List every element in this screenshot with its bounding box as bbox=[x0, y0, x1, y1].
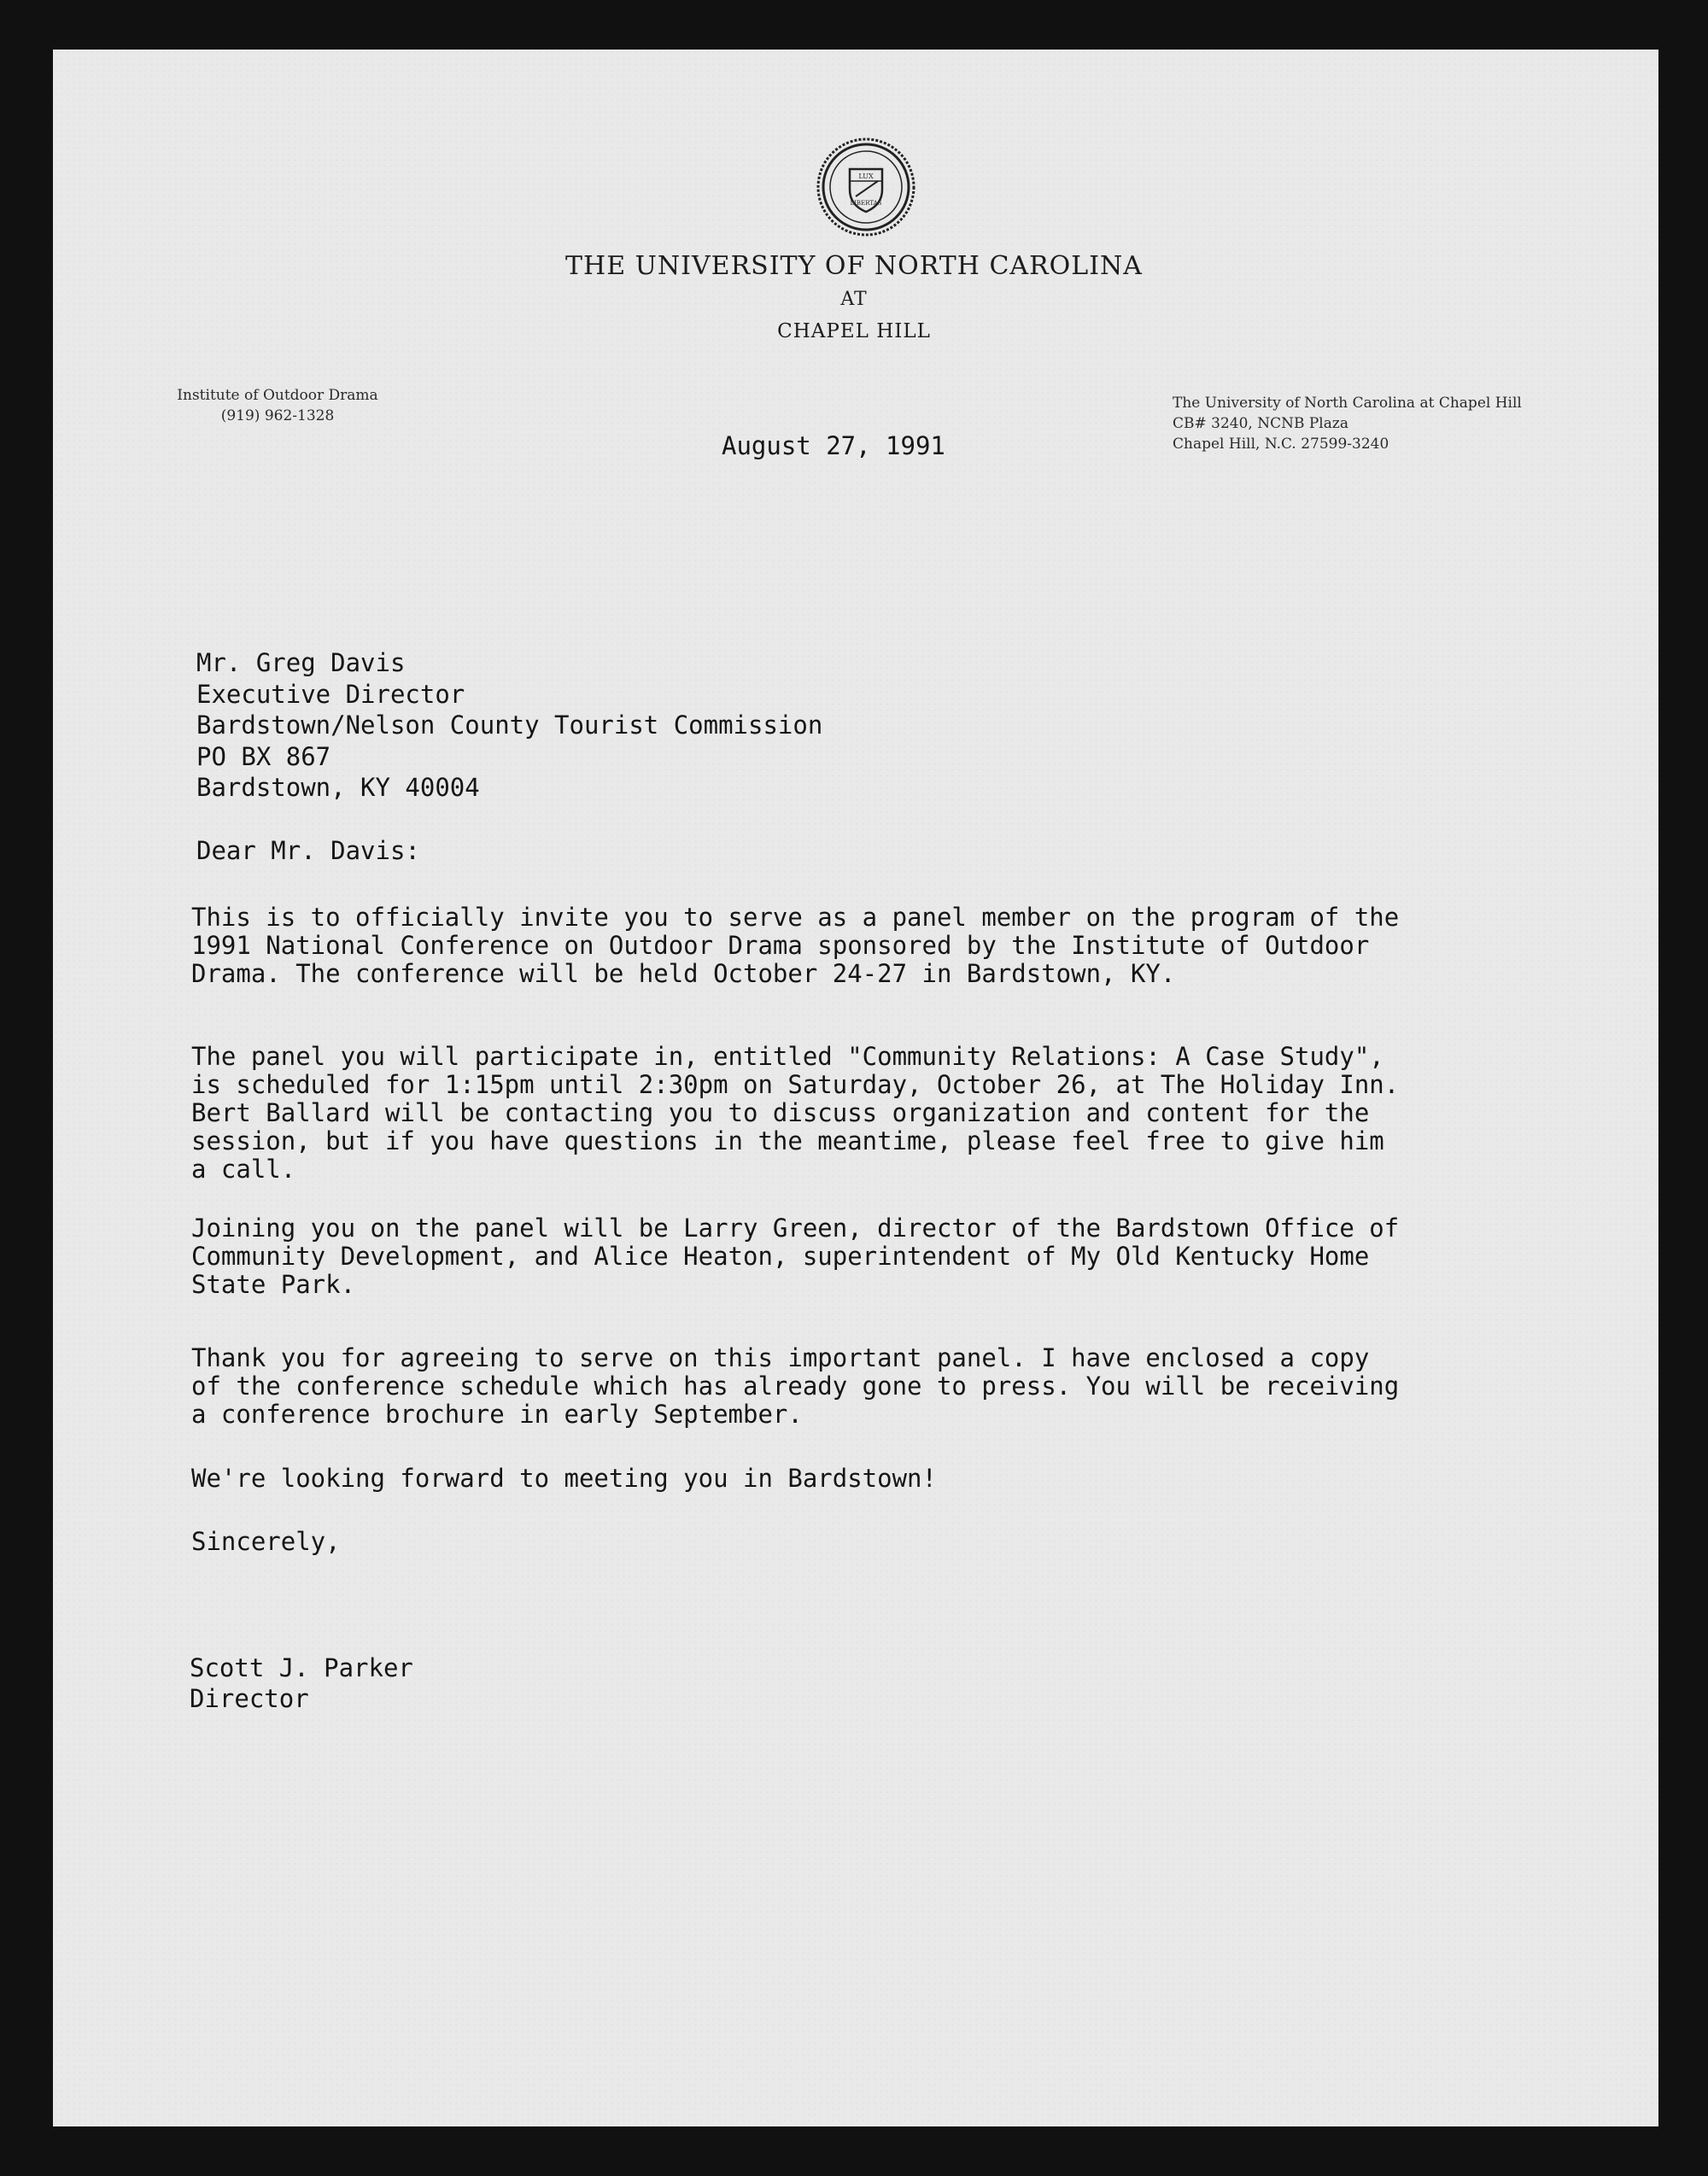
recipient-address bbox=[196, 647, 822, 804]
paragraph-line: We're looking forward to meeting you in Bardstown! bbox=[191, 1464, 937, 1493]
seal-motto-bottom: LIBERTAS bbox=[850, 200, 882, 207]
paragraph-line: a call. bbox=[191, 1155, 296, 1184]
letterhead-at: AT bbox=[840, 289, 868, 310]
letterhead-institute-block bbox=[162, 385, 393, 426]
body-paragraph-4 bbox=[191, 1344, 1399, 1429]
signatory-name: Scott J. Parker bbox=[190, 1653, 413, 1682]
letter-date: August 27, 1991 bbox=[722, 431, 945, 460]
salutation: Dear Mr. Davis: bbox=[196, 836, 420, 865]
institute-phone: (919) 962-1328 bbox=[220, 407, 335, 424]
body-paragraph-1 bbox=[191, 904, 1399, 988]
paragraph-line: 1991 National Conference on Outdoor Drama sponsored by the Institute of Outdoor bbox=[191, 931, 1370, 960]
paragraph-line: Thank you for agreeing to serve on this important panel. I have enclosed a copy bbox=[191, 1343, 1370, 1372]
paragraph-line: of the conference schedule which has already gone to press. You will be receiving bbox=[191, 1372, 1400, 1401]
paragraph-line: a conference brochure in early September. bbox=[191, 1400, 803, 1429]
body-paragraph-3 bbox=[191, 1214, 1399, 1299]
paragraph-line: is scheduled for 1:15pm until 2:30pm on Saturday, October 26, at The Holiday Inn. bbox=[191, 1070, 1400, 1099]
recipient-po-box: PO BX 867 bbox=[196, 741, 331, 771]
signature-block bbox=[190, 1652, 413, 1714]
address-line-2: CB# 3240, NCNB Plaza bbox=[1173, 415, 1348, 432]
paragraph-line: Drama. The conference will be held October 24-27 in Bardstown, KY. bbox=[191, 959, 1176, 988]
recipient-city: Bardstown, KY 40004 bbox=[196, 773, 480, 802]
paragraph-line: The panel you will participate in, entitled "Community Relations: A Case Study", bbox=[191, 1042, 1384, 1071]
letterhead-university: THE UNIVERSITY OF NORTH CAROLINA bbox=[565, 251, 1143, 281]
institute-name: Institute of Outdoor Drama bbox=[177, 387, 378, 404]
paragraph-line: Joining you on the panel will be Larry Green, director of the Bardstown Office of bbox=[191, 1214, 1400, 1243]
letterhead-campus: CHAPEL HILL bbox=[777, 320, 931, 342]
body-paragraph-5 bbox=[191, 1465, 937, 1493]
signatory-title: Director bbox=[190, 1684, 309, 1713]
paragraph-line: This is to officially invite you to serve as a panel member on the program of the bbox=[191, 903, 1400, 932]
paragraph-line: Community Development, and Alice Heaton, superintendent of My Old Kentucky Home bbox=[191, 1242, 1370, 1271]
paragraph-line: State Park. bbox=[191, 1270, 356, 1299]
closing: Sincerely, bbox=[191, 1527, 341, 1556]
recipient-organization: Bardstown/Nelson County Tourist Commission bbox=[196, 711, 823, 740]
body-paragraph-2 bbox=[191, 1043, 1399, 1184]
recipient-title: Executive Director bbox=[196, 679, 465, 709]
letterhead-address-block bbox=[1173, 393, 1600, 454]
recipient-name: Mr. Greg Davis bbox=[196, 648, 406, 677]
paragraph-line: Bert Ballard will be contacting you to discuss organization and content for the bbox=[191, 1098, 1370, 1127]
address-line-1: The University of North Carolina at Chapel Hill bbox=[1173, 395, 1522, 412]
address-line-3: Chapel Hill, N.C. 27599-3240 bbox=[1173, 436, 1389, 453]
paragraph-line: session, but if you have questions in the meantime, please feel free to give him bbox=[191, 1126, 1384, 1155]
seal-motto-top: LUX bbox=[858, 173, 874, 180]
university-seal bbox=[816, 137, 916, 237]
